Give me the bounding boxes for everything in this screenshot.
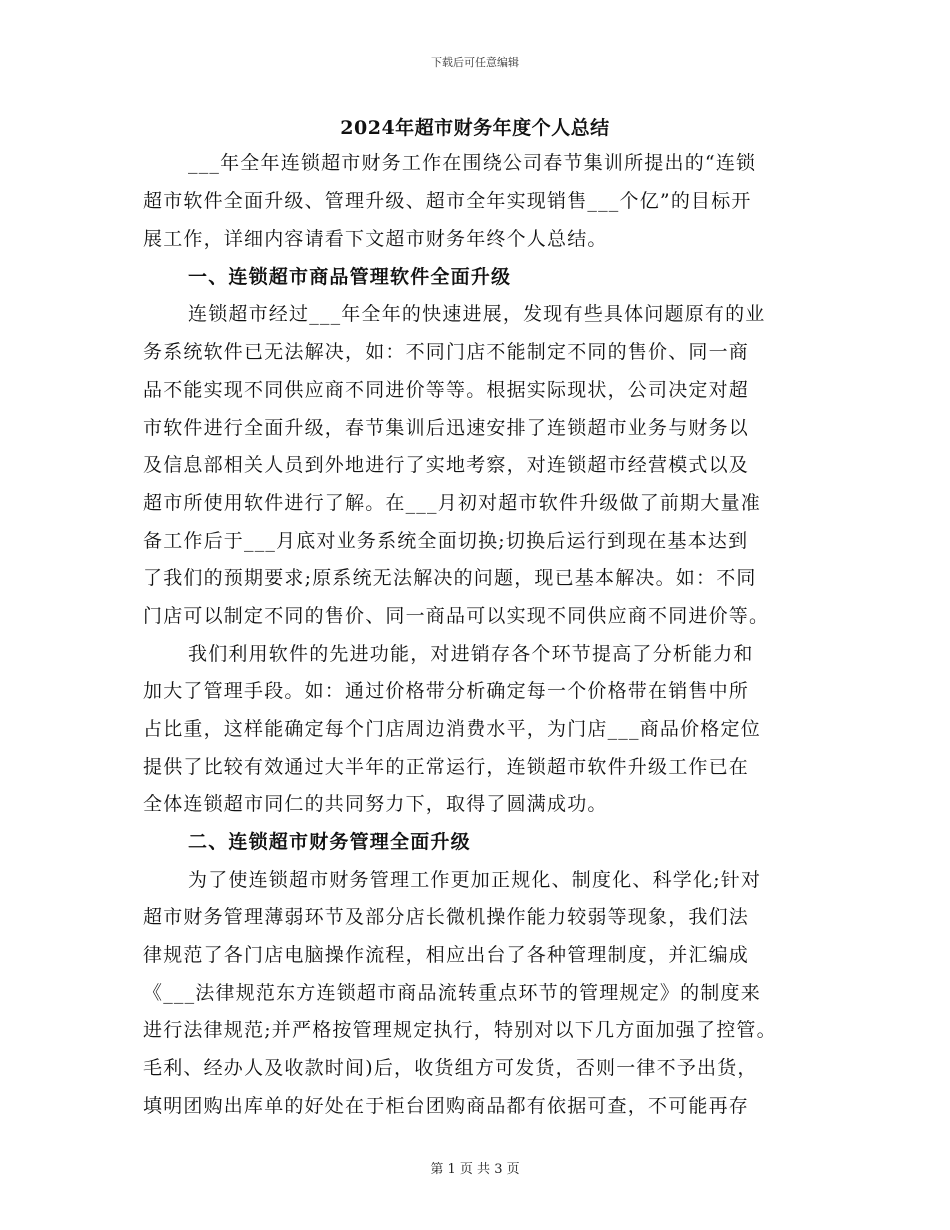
body-line: 毛利、经办人及收款时间)后，收货组方可发货，否则一律不予出货， xyxy=(143,1057,758,1079)
body-line: 进行法律规范;并严格按管理规定执行，特别对以下几方面加强了控管。 xyxy=(143,1019,777,1041)
body-line: ___年全年连锁超市财务工作在围绕公司春节集训所提出的“连锁 xyxy=(188,152,757,174)
body-line: 全体连锁超市同仁的共同努力下，取得了圆满成功。 xyxy=(143,793,608,815)
body-line: 《___法律规范东方连锁超市商品流转重点环节的管理规定》的制度来 xyxy=(143,982,761,1004)
section-heading: 一、连锁超市商品管理软件全面升级 xyxy=(188,266,512,288)
body-line: 市软件进行全面升级，春节集训后迅速安排了连锁超市业务与财务以 xyxy=(143,417,750,439)
section-heading: 二、连锁超市财务管理全面升级 xyxy=(188,831,471,853)
body-line: 为了使连锁超市财务管理工作更加正规化、制度化、科学化;针对 xyxy=(188,869,762,891)
body-line: 展工作，详细内容请看下文超市财务年终个人总结。 xyxy=(143,228,608,250)
body-line: 务系统软件已无法解决，如：不同门店不能制定不同的售价、同一商 xyxy=(143,341,750,363)
body-line: 备工作后于___月底对业务系统全面切换;切换后运行到现在基本达到 xyxy=(143,530,749,552)
body-line: 律规范了各门店电脑操作流程，相应出台了各种管理制度，并汇编成 xyxy=(143,944,750,966)
body-line: 提供了比较有效通过大半年的正常运行，连锁超市软件升级工作已在 xyxy=(143,756,750,778)
body-line: 超市所使用软件进行了解。在___月初对超市软件升级做了前期大量准 xyxy=(143,492,761,514)
body-line: 及信息部相关人员到外地进行了实地考察，对连锁超市经营模式以及 xyxy=(143,454,750,476)
document-title: 2024年超市财务年度个人总结 xyxy=(340,117,610,139)
body-line: 连锁超市经过___年全年的快速进展，发现有些具体问题原有的业 xyxy=(188,303,766,325)
page-header-note: 下载后可任意编辑 xyxy=(431,56,519,69)
body-line: 品不能实现不同供应商不同进价等等。根据实际现状，公司决定对超 xyxy=(143,379,750,401)
body-line: 占比重，这样能确定每个门店周边消费水平，为门店___商品价格定位 xyxy=(143,718,761,740)
body-line: 超市财务管理薄弱环节及部分店长微机操作能力较弱等现象，我们法 xyxy=(143,906,750,928)
body-line: 了我们的预期要求;原系统无法解决的问题，现已基本解决。如：不同 xyxy=(143,567,757,589)
body-line: 门店可以制定不同的售价、同一商品可以实现不同供应商不同进价等。 xyxy=(143,605,770,627)
body-line: 填明团购出库单的好处在于柜台团购商品都有依据可查，不可能再存 xyxy=(143,1095,750,1117)
page-number: 第 1 页 共 3 页 xyxy=(430,1162,520,1177)
body-line: 加大了管理手段。如：通过价格带分析确定每一个价格带在销售中所 xyxy=(143,680,750,702)
body-line: 我们利用软件的先进功能，对进销存各个环节提高了分析能力和 xyxy=(188,643,754,665)
body-line: 超市软件全面升级、管理升级、超市全年实现销售___个亿”的目标开 xyxy=(143,190,752,212)
